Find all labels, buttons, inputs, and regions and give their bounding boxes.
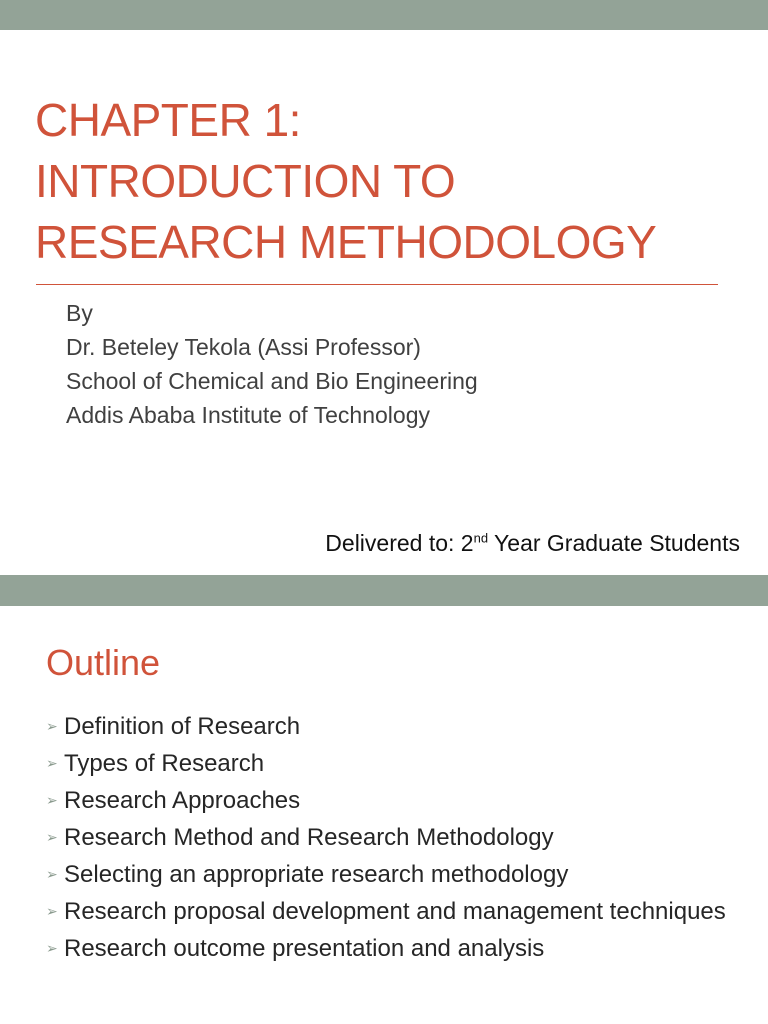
list-item-text: Research Approaches bbox=[64, 787, 301, 814]
delivered-prefix: Delivered to: 2 bbox=[325, 530, 474, 556]
arrowhead-bullet-icon: ➢ bbox=[46, 866, 58, 882]
byline-line: By bbox=[66, 300, 93, 326]
slide-top-bar bbox=[0, 0, 768, 30]
delivered-suffix: Year Graduate Students bbox=[488, 530, 740, 556]
list-item-text: Research outcome presentation and analysis bbox=[64, 935, 545, 962]
list-item bbox=[46, 896, 746, 927]
list-item bbox=[46, 933, 746, 964]
outline-list bbox=[46, 711, 746, 970]
arrowhead-bullet-icon: ➢ bbox=[46, 829, 58, 845]
delivered-superscript: nd bbox=[473, 530, 489, 546]
institute-name: Addis Ababa Institute of Technology bbox=[66, 402, 431, 428]
arrowhead-bullet-icon: ➢ bbox=[46, 903, 58, 919]
list-item-text: Research Method and Research Methodology bbox=[64, 824, 554, 851]
arrowhead-bullet-icon: ➢ bbox=[46, 718, 58, 734]
arrowhead-bullet-icon: ➢ bbox=[46, 755, 58, 771]
list-item-text: Definition of Research bbox=[64, 713, 301, 740]
author-name: Dr. Beteley Tekola (Assi Professor) bbox=[66, 334, 421, 360]
list-item-text: Selecting an appropriate research methodology bbox=[64, 861, 569, 888]
title-line: INTRODUCTION TO bbox=[35, 155, 456, 207]
author-byline bbox=[66, 296, 478, 432]
list-item bbox=[46, 711, 746, 742]
list-item-text: Types of Research bbox=[64, 750, 265, 777]
delivered-to bbox=[325, 530, 740, 557]
list-item bbox=[46, 822, 746, 853]
title-line: CHAPTER 1: bbox=[35, 94, 301, 146]
list-item bbox=[46, 748, 746, 779]
list-item bbox=[46, 785, 746, 816]
title-line: RESEARCH METHODOLOGY bbox=[35, 216, 657, 268]
outline-title: Outline bbox=[46, 642, 161, 683]
list-item bbox=[46, 859, 746, 890]
slide-divider-bar bbox=[0, 575, 768, 606]
slide-title bbox=[35, 90, 656, 273]
list-item-text: Research proposal development and management techniques bbox=[64, 898, 726, 925]
arrowhead-bullet-icon: ➢ bbox=[46, 940, 58, 956]
school-name: School of Chemical and Bio Engineering bbox=[66, 368, 478, 394]
title-divider bbox=[36, 284, 718, 285]
arrowhead-bullet-icon: ➢ bbox=[46, 792, 58, 808]
